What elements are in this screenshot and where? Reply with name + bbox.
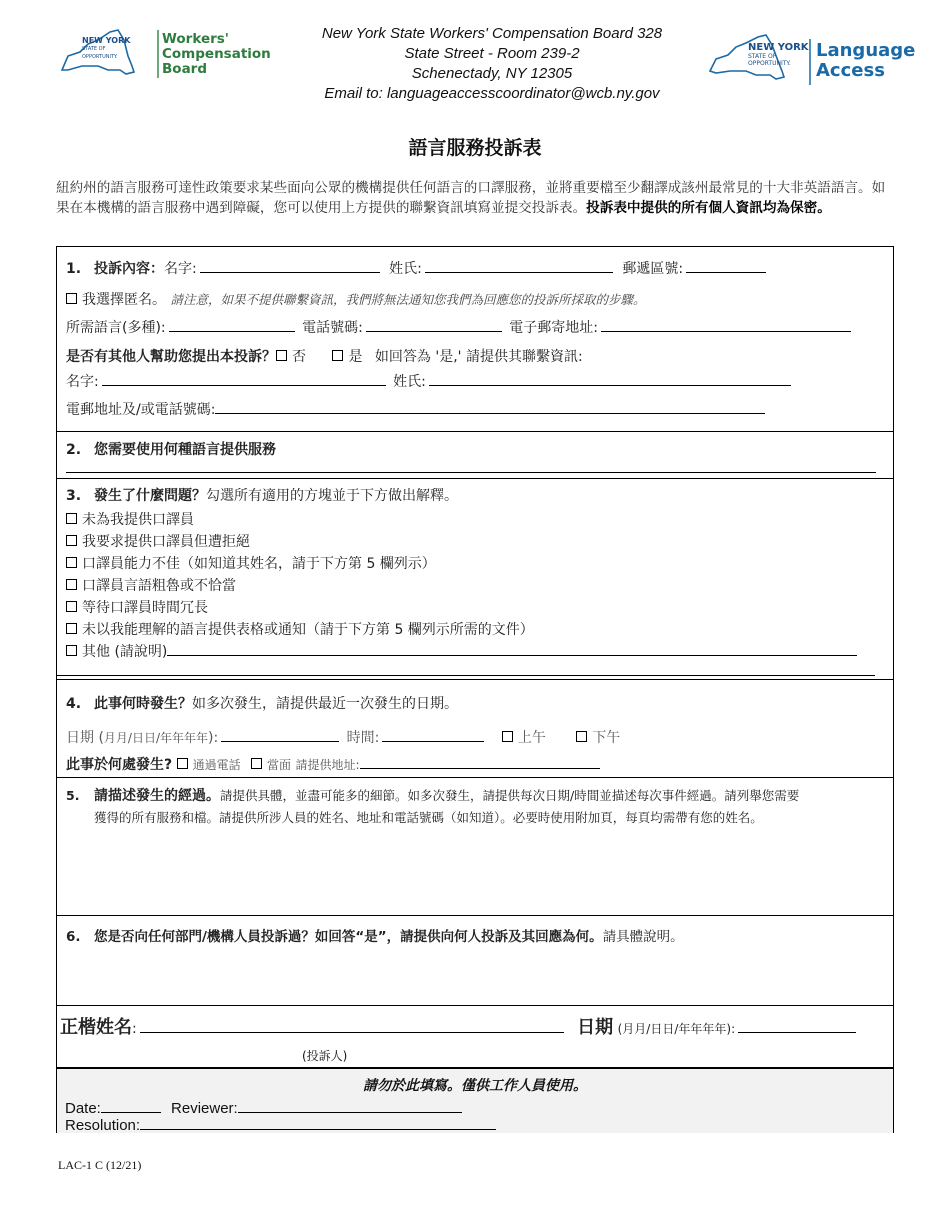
in-person-label: 當面 — [267, 758, 292, 772]
section4-row — [66, 693, 458, 713]
problem-checkbox[interactable] — [66, 645, 77, 656]
date-format: 月月/日日/年年年年 — [103, 731, 209, 745]
service-language-field[interactable] — [66, 472, 876, 473]
print-name-field[interactable] — [140, 1018, 564, 1033]
address-prompt: 請提供地址: — [295, 758, 360, 772]
section6-heading: 您是否向任何部門/機構人員投訴過？如回答“是”，請提供向何人投訴及其回應為何。 — [94, 929, 603, 945]
header-address — [296, 24, 688, 104]
section5-block — [66, 785, 884, 829]
logo-state-text: STATE OF — [748, 53, 777, 60]
problem-checkbox[interactable] — [66, 579, 77, 590]
section3-number: 3. — [66, 488, 82, 504]
date-label-close: ): — [208, 730, 219, 746]
description-area[interactable] — [57, 837, 893, 915]
problem-option[interactable] — [66, 553, 436, 573]
divider — [57, 915, 893, 916]
section1-number: 1. — [66, 261, 82, 277]
problem-option-label: 未以我能理解的語言提供表格或通知（請于下方第 5 欄列示所需的文件） — [82, 622, 534, 638]
last-name-field[interactable] — [425, 258, 613, 273]
signature-row — [60, 1013, 859, 1039]
helper-first-name-field[interactable] — [102, 371, 386, 386]
left-logo-ny — [82, 37, 130, 61]
section6-instruction: 請具體說明。 — [602, 929, 684, 945]
logo-access-text: Access — [816, 60, 885, 81]
helper-last-name-label: 姓氏: — [393, 374, 426, 390]
problem-checkbox[interactable] — [66, 513, 77, 524]
intro-text: 紐約州的語言服務可達性政策要求某些面向公眾的機構提供任何語言的口譯服務，並將重要檔至少翻譯成該州最常見的十大非英語語言。如果在本機構的語言服務中遇到障礙，您可以使用上方提供的聯繫資訊填寫並提交投訴表。 — [56, 180, 886, 216]
logo-opportunity-text: OPPORTUNITY. — [82, 54, 118, 60]
section2-heading: 您需要使用何種語言提供服務 — [94, 442, 276, 458]
form-code: LAC-1 C (12/21) — [58, 1158, 142, 1172]
address-line: State Street - Room 239-2 — [404, 45, 580, 62]
section1-anon-row — [66, 289, 645, 309]
other-explanation-field[interactable] — [167, 641, 857, 656]
staff-resolution-row — [65, 1115, 496, 1134]
staff-date-label: Date: — [65, 1100, 101, 1117]
problem-option-label: 等待口譯員時間冗長 — [82, 600, 208, 616]
address-email: Email to: languageaccesscoordinator@wcb.ny.gov — [324, 85, 660, 102]
problem-checkbox[interactable] — [66, 557, 77, 568]
helper-contact-label: 電郵地址及/或電話號碼: — [66, 402, 216, 418]
divider — [57, 679, 893, 680]
print-name-label: 正楷姓名 — [60, 1017, 132, 1038]
time-label: 時間: — [346, 730, 380, 746]
staff-resolution-label: Resolution: — [65, 1117, 141, 1134]
staff-heading: 請勿於此填寫。僅供工作人員使用。 — [363, 1078, 587, 1094]
section4-instruction: 如多次發生，請提供最近一次發生的日期。 — [192, 696, 458, 712]
problem-option[interactable] — [66, 619, 534, 639]
address-line: Schenectady, NY 12305 — [411, 65, 573, 82]
last-name-label: 姓氏: — [389, 261, 422, 277]
section1-helper-name-row — [66, 371, 794, 391]
problem-option-label: 其他 (請說明) — [82, 644, 168, 660]
language-access-text — [816, 41, 915, 81]
section5-instruction-line: 請提供具體，並盡可能多的細節。如多次發生，請提供每次日期/時間並描述每次事件經過。請列舉您需要 — [220, 788, 800, 803]
section4-date-row — [66, 727, 620, 747]
signature-date-label: 日期 — [577, 1017, 614, 1038]
logo-ny-text: NEW YORK — [748, 42, 809, 53]
address-line: New York State Workers' Compensation Board 328 — [321, 25, 663, 42]
staff-resolution-field[interactable] — [140, 1115, 496, 1130]
section2-row — [66, 439, 276, 459]
section2-number: 2. — [66, 442, 82, 458]
staff-reviewer-label: Reviewer: — [171, 1100, 238, 1117]
problem-checkbox[interactable] — [66, 623, 77, 634]
section5-heading: 請描述發生的經過。 — [94, 788, 220, 804]
problem-option-label: 我要求提供口譯員但遭拒絕 — [82, 534, 250, 550]
divider — [57, 478, 893, 479]
problem-checkbox[interactable] — [66, 601, 77, 612]
incident-time-field[interactable] — [382, 727, 484, 742]
zip-label: 郵遞區號: — [622, 261, 684, 277]
problem-option[interactable] — [66, 509, 194, 529]
where-label: 此事於何處發生? — [66, 757, 173, 773]
section5-instruction-line: 獲得的所有服務和檔。請提供所涉人員的姓名、地址和電話號碼（如知道）。必要時使用附加頁，每頁均需帶有您的姓名。 — [94, 810, 763, 825]
section3-instruction: 勾選所有適用的方塊並于下方做出解釋。 — [206, 488, 458, 504]
by-phone-label: 通過電話 — [192, 758, 241, 772]
wcb-logo-text — [162, 32, 271, 77]
other-explanation-line[interactable] — [57, 675, 875, 676]
staff-date-field[interactable] — [101, 1098, 161, 1113]
signature-date-field[interactable] — [738, 1018, 856, 1033]
first-name-label: 名字: — [164, 261, 197, 277]
language-label: 所需語言(多種): — [66, 320, 166, 336]
section4-number: 4. — [66, 696, 82, 712]
right-logo-ny — [748, 43, 809, 67]
problem-option[interactable] — [66, 597, 208, 617]
section4-heading: 此事何時發生？ — [94, 696, 192, 712]
by-phone-checkbox[interactable] — [177, 758, 188, 769]
print-name-colon: : — [132, 1021, 137, 1037]
divider — [57, 1005, 893, 1006]
wcb-logo — [58, 26, 272, 82]
anonymous-label: 我選擇匿名。 — [82, 292, 166, 308]
am-checkbox[interactable] — [502, 731, 513, 742]
in-person-checkbox[interactable] — [251, 758, 262, 769]
signature-date-format: (月月/日日/年年年年): — [617, 1022, 736, 1036]
zip-field[interactable] — [686, 258, 766, 273]
section1-row3 — [66, 317, 854, 337]
email-label: 電子郵寄地址: — [509, 320, 598, 336]
phone-label: 電話號碼: — [302, 320, 363, 336]
section6-row — [66, 925, 684, 945]
divider — [57, 431, 893, 432]
page-title: 語言服務投訴表 — [408, 137, 542, 159]
section3-heading: 發生了什麼問題？ — [94, 488, 206, 504]
language-field[interactable] — [169, 317, 295, 332]
phone-field[interactable] — [366, 317, 502, 332]
incident-date-field[interactable] — [221, 727, 339, 742]
section1-heading: 投訴內容： — [94, 261, 164, 277]
helper-note: 如回答為 '是,' 請提供其聯繫資訊: — [374, 349, 583, 365]
am-label: 上午 — [517, 730, 546, 746]
helper-contact-field[interactable] — [215, 399, 765, 414]
logo-workers-text: Workers' — [162, 31, 229, 47]
problem-checkbox[interactable] — [66, 535, 77, 546]
helper-yes-checkbox[interactable] — [332, 350, 343, 361]
intro-paragraph — [56, 178, 896, 218]
logo-ny-text: NEW YORK — [82, 36, 131, 45]
prior-complaint-area[interactable] — [57, 947, 893, 1005]
anonymous-checkbox[interactable] — [66, 293, 77, 304]
problem-option[interactable] — [66, 575, 236, 595]
pm-checkbox[interactable] — [576, 731, 587, 742]
logo-compensation-text: Compensation — [162, 46, 271, 62]
logo-opportunity-text: OPPORTUNITY. — [748, 60, 791, 67]
section1-helper-contact-row — [66, 399, 768, 419]
section5-number: 5. — [66, 788, 80, 803]
helper-first-name-label: 名字: — [66, 374, 99, 390]
staff-reviewer-field[interactable] — [238, 1098, 462, 1113]
logo-state-text: STATE OF — [82, 46, 106, 52]
problem-option-label: 口譯員言語粗魯或不恰當 — [82, 578, 236, 594]
section6-number: 6. — [66, 929, 81, 945]
section1-row1 — [66, 258, 769, 278]
helper-no-checkbox[interactable] — [276, 350, 287, 361]
intro-confidential-text: 投訴表中提供的所有個人資訊均為保密。 — [586, 200, 831, 216]
staff-use-box — [57, 1067, 893, 1133]
logo-board-text: Board — [162, 61, 207, 77]
problem-option-label: 口譯員能力不佳（如知道其姓名，請于下方第 5 欄列示） — [82, 556, 436, 572]
date-label: 日期 ( — [66, 730, 104, 746]
pm-label: 下午 — [592, 730, 621, 746]
complainant-label: (投訴人) — [302, 1049, 348, 1063]
problem-option[interactable] — [66, 531, 250, 551]
email-field[interactable] — [601, 317, 851, 332]
first-name-field[interactable] — [200, 258, 380, 273]
language-access-logo — [706, 33, 916, 89]
helper-last-name-field[interactable] — [429, 371, 791, 386]
section1-helper-row — [66, 346, 583, 366]
helper-question: 是否有其他人幫助您提出本投訴？ — [66, 349, 276, 365]
logo-language-text: Language — [816, 40, 916, 61]
divider — [57, 777, 893, 778]
incident-address-field[interactable] — [360, 754, 600, 769]
section3-row — [66, 485, 458, 505]
complaint-form — [56, 246, 894, 1133]
problem-option-label: 未為我提供口譯員 — [82, 512, 194, 528]
section4-where-row — [66, 754, 603, 774]
helper-yes-label: 是 — [348, 349, 363, 365]
anonymous-note: 請注意，如果不提供聯繫資訊，我們將無法通知您我們為回應您的投訴所採取的步驟。 — [170, 292, 646, 307]
problem-option-other[interactable] — [66, 641, 860, 661]
helper-no-label: 否 — [292, 349, 306, 365]
